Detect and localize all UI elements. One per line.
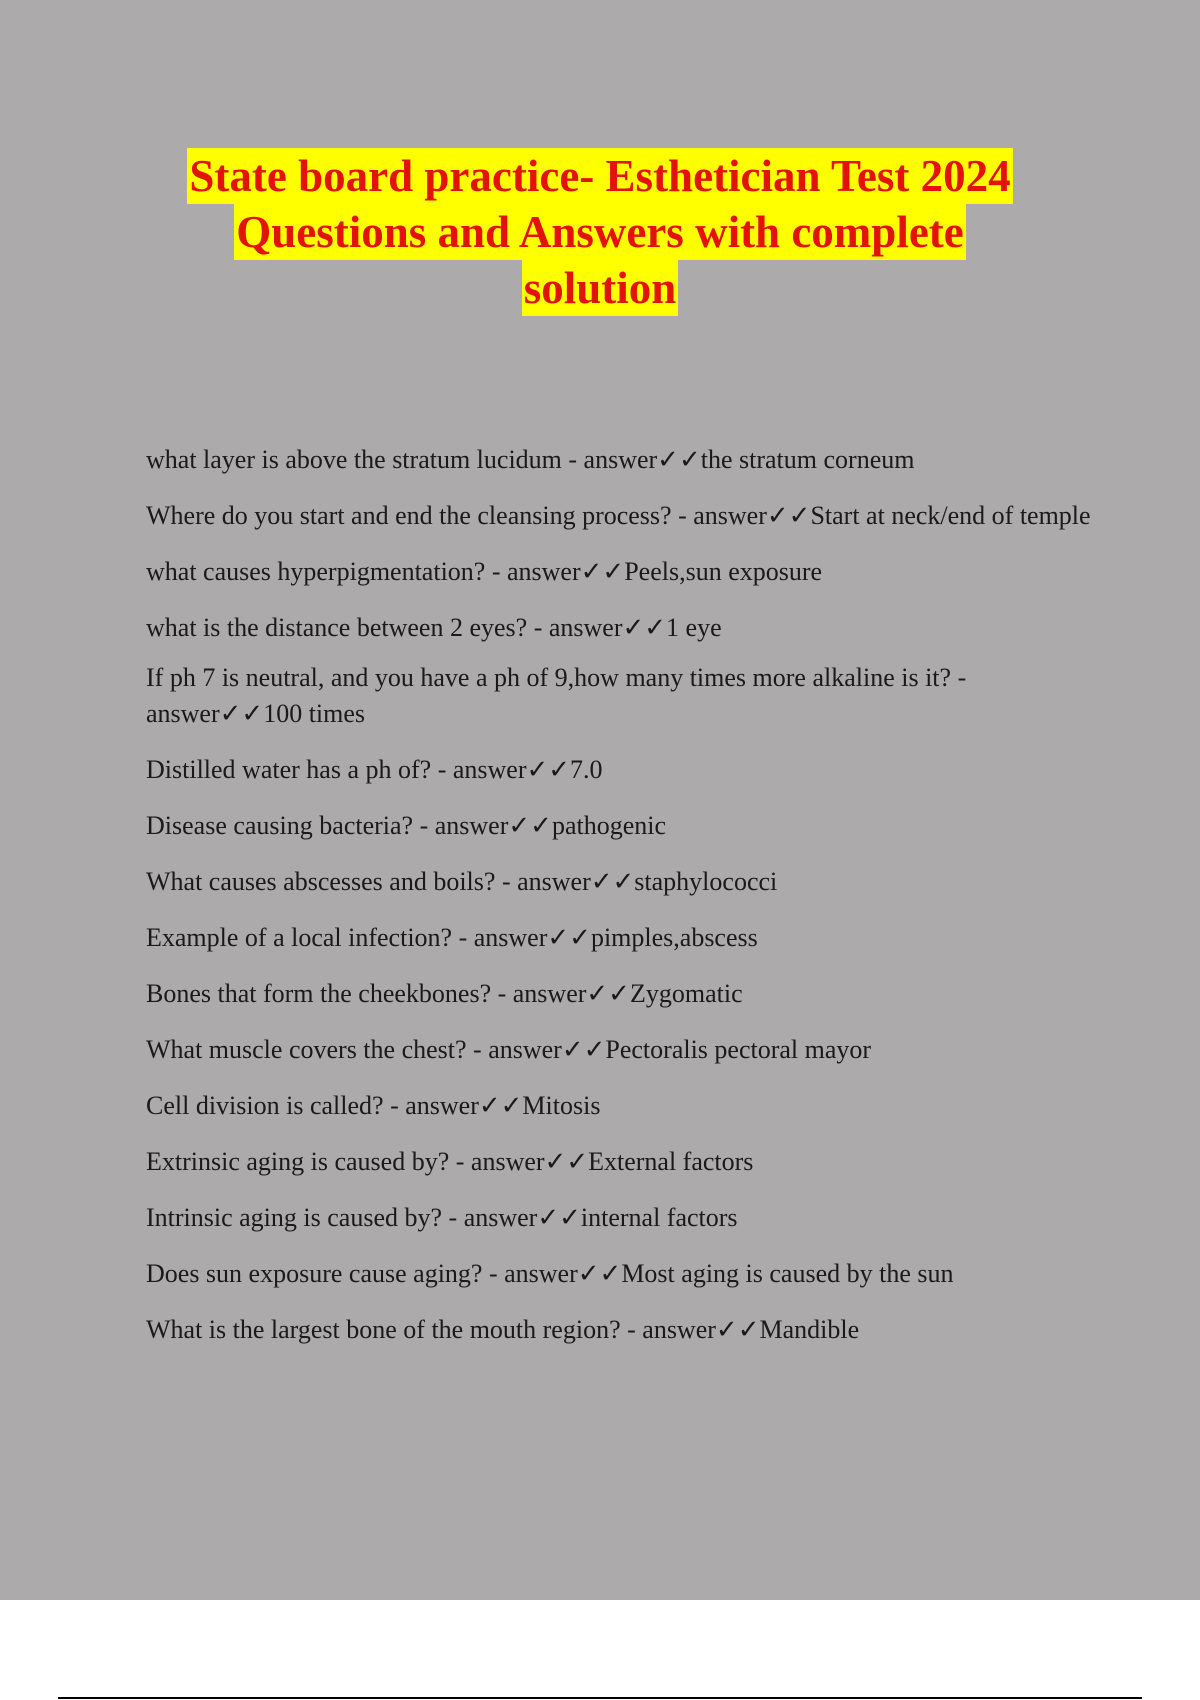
- qa-item: Extrinsic aging is caused by? - answer✓✓External factors: [146, 1147, 754, 1176]
- qa-item: Example of a local infection? - answer✓✓pimples,abscess: [146, 923, 758, 952]
- title-line: State board practice- Esthetician Test 2024: [187, 148, 1012, 204]
- qa-item: what layer is above the stratum lucidum - answer✓✓the stratum corneum: [146, 445, 915, 474]
- qa-item: What causes abscesses and boils? - answer✓✓staphylococci: [146, 867, 778, 896]
- qa-item: Does sun exposure cause aging? - answer✓✓Most aging is caused by the sun: [146, 1259, 954, 1288]
- qa-item: Disease causing bacteria? - answer✓✓pathogenic: [146, 811, 667, 840]
- qa-item: what is the distance between 2 eyes? - answer✓✓1 eye: [146, 613, 722, 642]
- footer-divider: [58, 1697, 1142, 1699]
- title-line: Questions and Answers with complete: [234, 204, 966, 260]
- qa-item: Where do you start and end the cleansing process? - answer✓✓Start at neck/end of temple: [146, 501, 1091, 530]
- qa-item: what causes hyperpigmentation? - answer✓✓Peels,sun exposure: [146, 557, 823, 586]
- qa-item: Cell division is called? - answer✓✓Mitosis: [146, 1091, 601, 1120]
- document-title: [0, 148, 1200, 316]
- qa-item: Distilled water has a ph of? - answer✓✓7.0: [146, 755, 603, 784]
- qa-list: [146, 442, 1096, 1368]
- qa-item: If ph 7 is neutral, and you have a ph of 9,how many times more alkaline is it? - answer✓✓100 times: [146, 663, 967, 728]
- title-line: solution: [522, 260, 679, 316]
- qa-item: Bones that form the cheekbones? - answer✓✓Zygomatic: [146, 979, 743, 1008]
- qa-item: What is the largest bone of the mouth region? - answer✓✓Mandible: [146, 1315, 860, 1344]
- qa-item: What muscle covers the chest? - answer✓✓Pectoralis pectoral mayor: [146, 1035, 872, 1064]
- qa-item: Intrinsic aging is caused by? - answer✓✓internal factors: [146, 1203, 738, 1232]
